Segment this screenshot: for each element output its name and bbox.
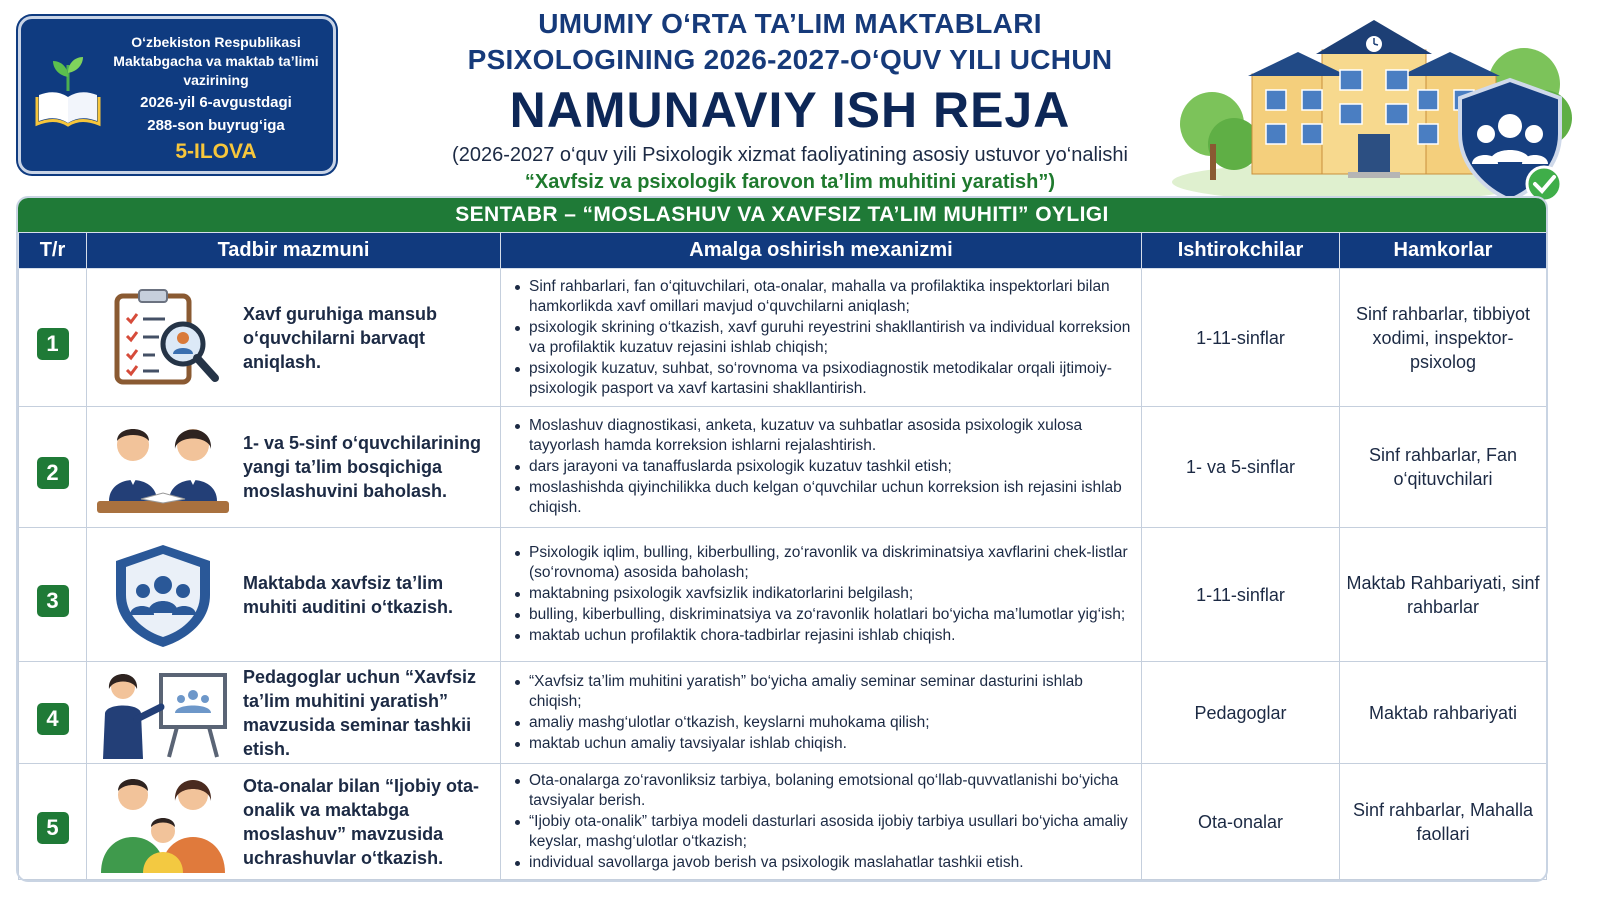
mechanism-item: Psixologik iqlim, bulling, kiberbulling, zo‘ravonlik va diskriminatsiya xavflarini chek-listlar (so‘rovnoma) asosida baholash; bbox=[511, 543, 1135, 583]
mechanism-item: amaliy mashg‘ulotlar o‘tkazish, keyslarni muhokama qilish; bbox=[511, 713, 1135, 733]
clipboard-magnifier-icon bbox=[103, 288, 223, 388]
row-number: 5 bbox=[37, 812, 69, 844]
title-line-1: UMUMIY O‘RTA TA’LIM MAKTABLARI bbox=[538, 8, 1042, 39]
order-badge bbox=[18, 16, 336, 174]
mechanism-item: individual savollarga javob berish va psixologik maslahatlar tashkii etish. bbox=[511, 853, 1135, 873]
row-number: 3 bbox=[37, 585, 69, 617]
subtitle-line: (2026-2027 o‘quv yili Psixologik xizmat faoliyatining asosiy ustuvor yo‘nalishi bbox=[452, 144, 1128, 166]
table-row bbox=[19, 407, 1547, 528]
partners-cell: Sinf rahbarlar, Fan o‘qituvchilari bbox=[1340, 407, 1547, 528]
badge-order: 288-son buyrug‘iga bbox=[147, 117, 285, 134]
mechanism-item: psixologik skrining o‘tkazish, xavf guruhi reyestrini shakllantirish va individual korreksion va profilaktik kuzatuv rejasini ishlab chiqish; bbox=[511, 318, 1135, 358]
participants-cell: 1-11-sinflar bbox=[1142, 528, 1340, 662]
mechanism-item: moslashishda qiyinchilikka duch kelgan o‘quvchilar uchun korreksion ish rejasini ishlab chiqish. bbox=[511, 478, 1135, 518]
header-content: Tadbir mazmuni bbox=[87, 233, 501, 269]
mechanism-item: bulling, kiberbulling, diskriminatsiya va zo‘ravonlik holatlari bo‘yicha ma’lumotlar yig‘ish; bbox=[511, 605, 1135, 625]
title-block bbox=[370, 6, 1210, 196]
partners-cell: Sinf rahbarlar, tibbiyot xodimi, inspektor-psixolog bbox=[1340, 269, 1547, 407]
mechanism-list bbox=[511, 277, 1135, 399]
badge-line-3: vazirining bbox=[183, 72, 249, 88]
row-number: 1 bbox=[37, 328, 69, 360]
participants-cell: 1-11-sinflar bbox=[1142, 269, 1340, 407]
month-banner: SENTABR – “MOSLASHUV VA XAVFSIZ TA’LIM MUHITI” OYLIGI bbox=[18, 198, 1546, 232]
family-icon bbox=[93, 769, 233, 875]
badge-line-1: O‘zbekiston Respublikasi bbox=[131, 34, 301, 50]
partners-cell: Sinf rahbarlar, Mahalla faollari bbox=[1340, 764, 1547, 880]
mechanism-item: dars jarayoni va tanaffuslarda psixologik kuzatuv tashkil etish; bbox=[511, 457, 1135, 477]
event-description: Maktabda xavfsiz ta’lim muhiti auditini o‘tkazish. bbox=[243, 572, 454, 617]
header-participants: Ishtirokchilar bbox=[1142, 233, 1340, 269]
priority-slogan: “Xavfsiz va psixologik farovon ta’lim muhitini yaratish”) bbox=[524, 171, 1056, 193]
mechanism-list bbox=[511, 543, 1135, 646]
header-num: T/r bbox=[19, 233, 87, 269]
mechanism-list bbox=[511, 771, 1135, 873]
participants-cell: Pedagoglar bbox=[1142, 662, 1340, 764]
table-row bbox=[19, 662, 1547, 764]
badge-date: 2026-yil 6-avgustdagi bbox=[140, 94, 292, 111]
mechanism-item: psixologik kuzatuv, suhbat, so‘rovnoma va psixodiagnostik metodikalar orqali ijtimoiy-psixologik pasport va xavf kartasini shakllantirish. bbox=[511, 359, 1135, 399]
mechanism-list bbox=[511, 416, 1135, 518]
row-number: 2 bbox=[37, 457, 69, 489]
participants-cell: 1- va 5-sinflar bbox=[1142, 407, 1340, 528]
mechanism-item: maktabning psixologik xavfsizlik indikatorlarini belgilash; bbox=[511, 584, 1135, 604]
mechanism-item: Ota-onalarga zo‘ravonliksiz tarbiya, bolaning emotsional qo‘llab-quvvatlanishi bo‘yicha tavsiyalar berish. bbox=[511, 771, 1135, 811]
header-mechanism: Amalga oshirish mexanizmi bbox=[501, 233, 1142, 269]
event-description: Xavf guruhiga mansub o‘quvchilarni barvaqt aniqlash. bbox=[243, 303, 438, 372]
school-shield-illustration bbox=[1172, 14, 1572, 206]
title-line-2: PSIXOLOGINING 2026-2027-O‘QUV YILI UCHUN bbox=[467, 44, 1113, 75]
mechanism-item: maktab uchun amaliy tavsiyalar ishlab chiqish. bbox=[511, 734, 1135, 754]
table-row bbox=[19, 269, 1547, 407]
mechanism-item: Moslashuv diagnostikasi, anketa, kuzatuv va suhbatlar asosida psixologik xulosa tayyorlash hamda korreksion ishlarni rejalashtirish. bbox=[511, 416, 1135, 456]
mechanism-item: Sinf rahbarlari, fan o‘qituvchilari, ota-onalar, mahalla va profilaktika inspektorlari bilan hamkorlikda xavf omillari mavjud o‘quvchilarni aniqlash; bbox=[511, 277, 1135, 317]
mechanism-item: “Xavfsiz ta’lim muhitini yaratish” bo‘yicha amaliy seminar seminar dasturini ishlab chiqish; bbox=[511, 672, 1135, 712]
event-description: 1- va 5-sinf o‘quvchilarining yangi ta’lim bosqichiga moslashuvini baholash. bbox=[243, 433, 482, 501]
book-sprout-icon bbox=[35, 51, 101, 127]
page-title: NAMUNAVIY ISH REJA bbox=[509, 82, 1071, 138]
partners-cell: Maktab rahbariyati bbox=[1340, 662, 1547, 764]
row-number: 4 bbox=[37, 703, 69, 735]
participants-cell: Ota-onalar bbox=[1142, 764, 1340, 880]
mechanism-item: maktab uchun profilaktik chora-tadbirlar rejasini ishlab chiqish. bbox=[511, 626, 1135, 646]
badge-line-2: Maktabgacha va maktab ta’limi bbox=[113, 53, 319, 69]
mechanism-item: “Ijobiy ota-onalik” tarbiya modeli dasturlari asosida ijobiy tarbiya usullari bo‘yicha amaliy keyslar, mashg‘ulotlar o‘tkazish; bbox=[511, 812, 1135, 852]
work-plan-table bbox=[18, 232, 1547, 880]
event-description: Ota-onalar bilan “Ijobiy ota-onalik va maktabga moslashuv” mavzusida uchrashuvlar o‘tkazish. bbox=[243, 775, 480, 868]
header-partners: Hamkorlar bbox=[1340, 233, 1547, 269]
presenter-board-icon bbox=[93, 665, 233, 761]
badge-ilova: 5-ILOVA bbox=[175, 140, 257, 163]
mechanism-list bbox=[511, 672, 1135, 754]
students-reading-icon bbox=[93, 415, 233, 519]
table-row bbox=[19, 528, 1547, 662]
event-description: Pedagoglar uchun “Xavfsiz ta’lim muhitini yaratish” mavzusida seminar tashkii etish. bbox=[243, 666, 477, 759]
shield-people-icon bbox=[108, 541, 218, 649]
table-row bbox=[19, 764, 1547, 880]
table-header-row bbox=[19, 233, 1547, 269]
partners-cell: Maktab Rahbariyati, sinf rahbarlar bbox=[1340, 528, 1547, 662]
